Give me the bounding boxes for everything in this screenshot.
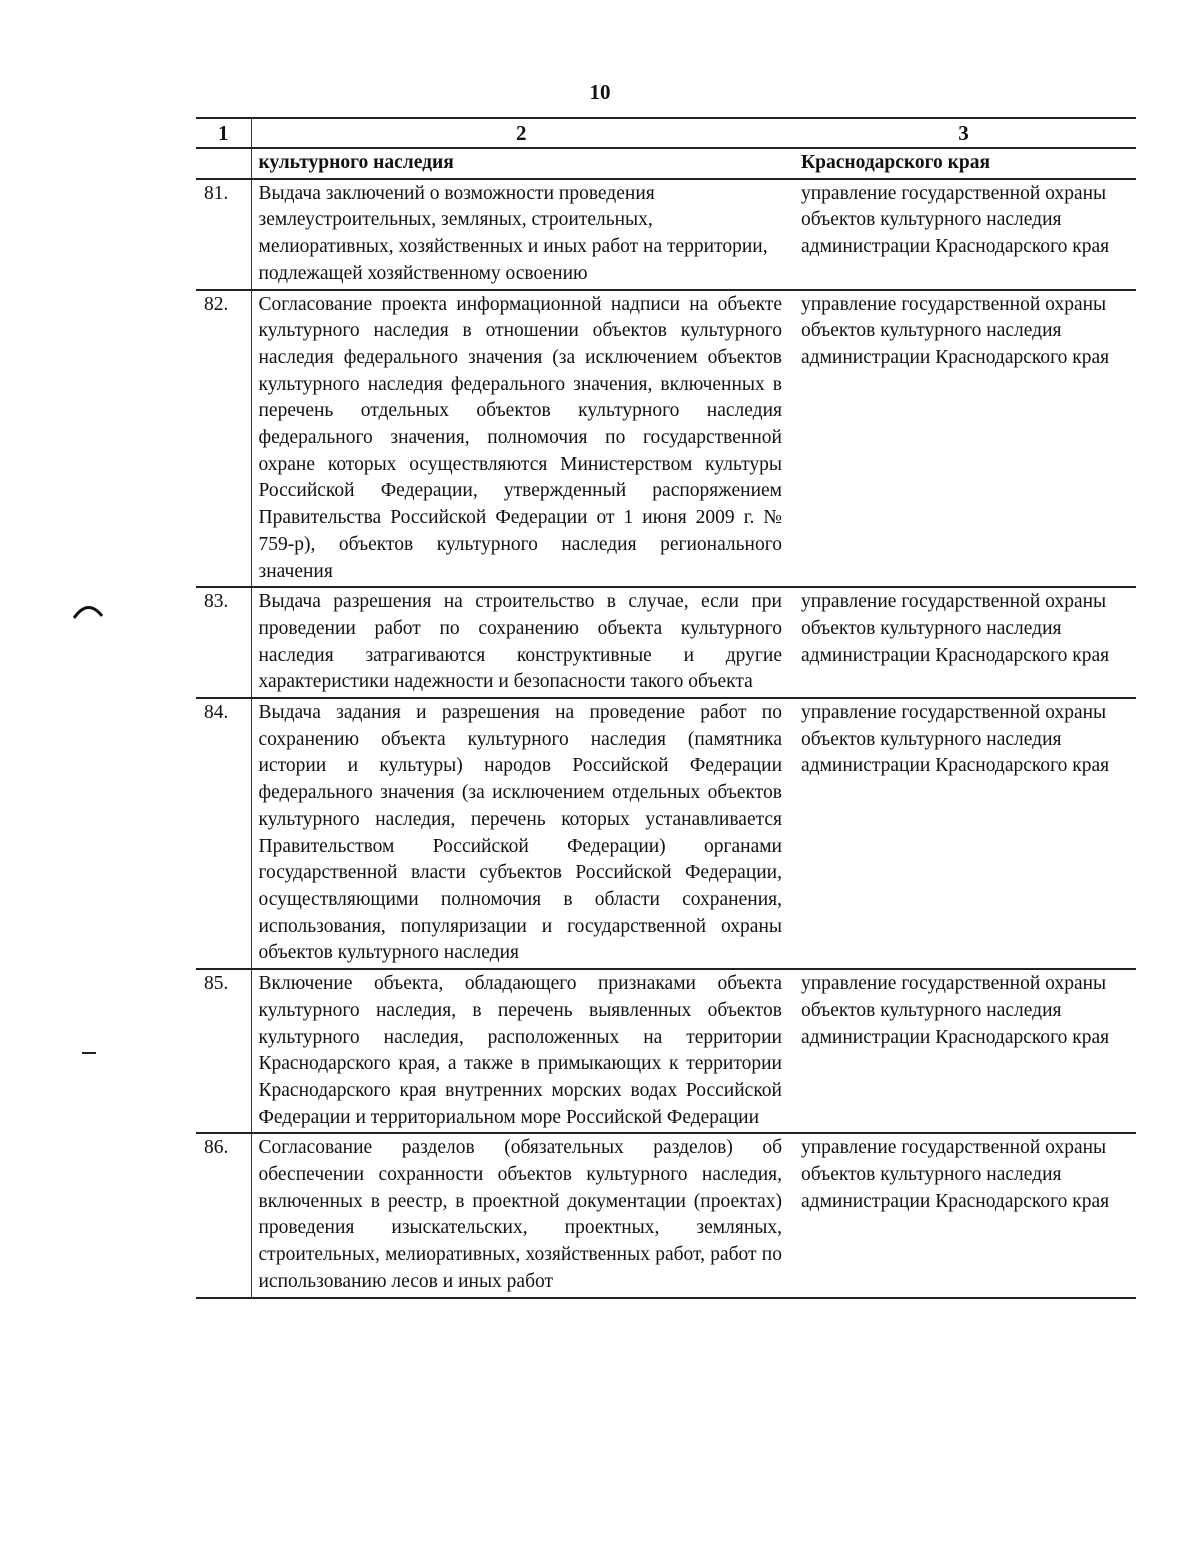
row-service-text: Выдача разрешения на строительство в случае, если при проведении работ по сохранению объекта культурного наследия затрагиваются конструктивные и другие характеристики надежности и безопасности такого объекта bbox=[251, 587, 791, 698]
row-authority-text: управление государственной охраны объектов культурного наследия администрации Краснодарского края bbox=[801, 702, 1110, 777]
row-service-text: культурного наследия bbox=[251, 148, 791, 179]
table-row bbox=[196, 290, 1136, 588]
row-service-text: Согласование проекта информационной надписи на объекте культурного наследия в отношении объектов культурного наследия федерального значения (за исключением объектов культурного наследия федерального значения, включенных в перечень отдельных объектов культурного наследия федерального значения, полномочия по государственной охране которых осуществляются Министерством культуры Российской Федерации, утвержденный распоряжением Правительства Российской Федерации от 1 июня 2009 г. № 759-р), объектов культурного наследия регионального значения bbox=[251, 290, 791, 588]
table-header-row bbox=[196, 118, 1136, 148]
row-authority-text: Краснодарского края bbox=[801, 152, 991, 173]
row-number: 81. bbox=[204, 182, 229, 204]
column-header-authority: 3 bbox=[791, 118, 1136, 148]
row-number: 86. bbox=[204, 1137, 229, 1159]
row-number: 83. bbox=[204, 591, 229, 613]
table-row bbox=[196, 1133, 1136, 1297]
row-authority-text: управление государственной охраны объектов культурного наследия администрации Краснодарского края bbox=[801, 591, 1110, 666]
column-header-number: 1 bbox=[196, 118, 251, 148]
row-service-text: Согласование разделов (обязательных разделов) об обеспечении сохранности объектов культурного наследия, включенных в реестр, в проектной документации (проектах) проведения изыскательских, проектных, земляных, строительных, мелиоративных, хозяйственных работ, работ по использованию лесов и иных работ bbox=[251, 1133, 791, 1297]
row-service-text: Включение объекта, обладающего признаками объекта культурного наследия, в перечень выявленных объектов культурного наследия, расположенных на территории Краснодарского края, а также в примыкающих к территории Краснодарского края внутренних морских водах Российской Федерации и территориальном море Российской Федерации bbox=[251, 969, 791, 1133]
scan-margin-dash-mark bbox=[82, 1052, 96, 1054]
table-row-continuation bbox=[196, 148, 1136, 179]
row-service-text: Выдача задания и разрешения на проведение работ по сохранению объекта культурного наследия (памятника истории и культуры) народов Российской Федерации федерального значения (за исключением отдельных объектов культурного наследия, перечень которых устанавливается Правительством Российской Федерации) органами государственной власти субъектов Российской Федерации, осуществляющими полномочия в области сохранения, использования, популяризации и государственной охраны объектов культурного наследия bbox=[251, 698, 791, 969]
table-row bbox=[196, 587, 1136, 698]
scan-margin-arc-mark bbox=[72, 598, 104, 620]
row-authority-text: управление государственной охраны объектов культурного наследия администрации Краснодарского края bbox=[801, 293, 1110, 368]
row-number: 85. bbox=[204, 973, 229, 995]
column-header-service: 2 bbox=[251, 118, 791, 148]
row-number: 84. bbox=[204, 702, 229, 724]
services-table bbox=[196, 117, 1136, 1299]
row-number: 82. bbox=[204, 293, 229, 315]
page-number: 10 bbox=[589, 80, 611, 104]
row-authority-text: управление государственной охраны объектов культурного наследия администрации Краснодарского края bbox=[801, 182, 1110, 258]
row-service-text: Выдача заключений о возможности проведения землеустроительных, земляных, строительных, мелиоративных, хозяйственных и иных работ на территории, подлежащей хозяйственному освоению bbox=[251, 179, 791, 290]
row-authority-text: управление государственной охраны объектов культурного наследия администрации Краснодарского края bbox=[801, 1137, 1110, 1212]
row-authority-text: управление государственной охраны объектов культурного наследия администрации Краснодарского края bbox=[801, 973, 1110, 1048]
row-number bbox=[196, 148, 251, 179]
table-row bbox=[196, 969, 1136, 1133]
table-row bbox=[196, 698, 1136, 969]
table-row bbox=[196, 179, 1136, 290]
